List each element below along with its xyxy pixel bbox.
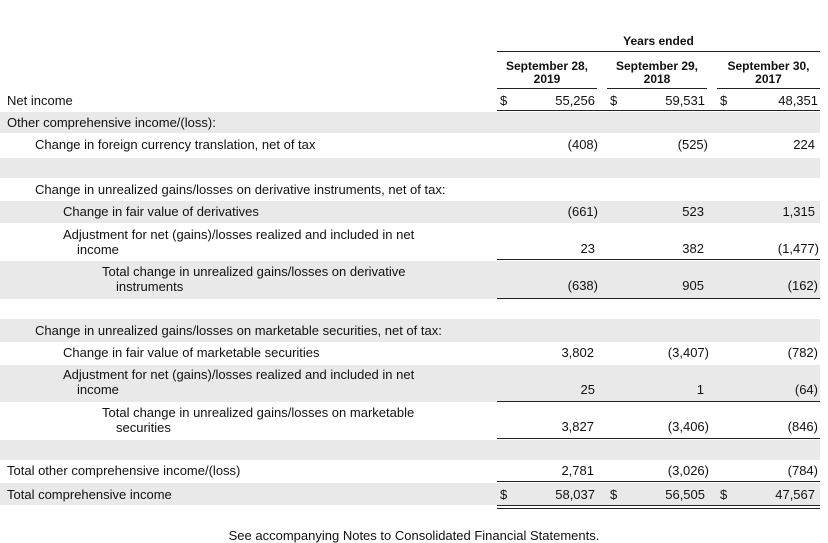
net-income-2019: 55,256 xyxy=(555,93,595,108)
mkt-adj-2017: (64) xyxy=(794,382,818,397)
mkt-adj-2018: 1 xyxy=(696,382,704,397)
net-income-2018: 59,531 xyxy=(665,93,705,108)
col-rule-2018 xyxy=(607,88,707,89)
total-oci-2018: (3,026) xyxy=(667,463,709,478)
row-label-mkt-header: Change in unrealized gains/losses on marketable securities, net of tax: xyxy=(35,323,442,338)
row-label-deriv-adj-line2: income xyxy=(77,242,119,257)
row-label-deriv-total-line2: instruments xyxy=(116,279,184,294)
total-oci-2019: 2,781 xyxy=(561,463,594,478)
col-header-2017 xyxy=(717,60,820,86)
mkt-total-2019: 3,827 xyxy=(561,419,594,434)
row-label-total-ci: Total comprehensive income xyxy=(7,487,172,502)
row-label-mkt-total xyxy=(102,405,414,435)
fx-2019: (408) xyxy=(567,137,598,152)
row-label-deriv-header: Change in unrealized gains/losses on derivative instruments, net of tax: xyxy=(35,182,446,197)
mkt-total-rule xyxy=(497,438,820,439)
row-label-deriv-fv: Change in fair value of derivatives xyxy=(63,204,259,219)
total-oci-2017: (784) xyxy=(787,463,818,478)
total-ci-2017: 47,567 xyxy=(775,487,815,502)
deriv-total-2019: (638) xyxy=(567,278,598,293)
mkt-total-2018: (3,406) xyxy=(667,419,709,434)
col-header-2017-line2: 2017 xyxy=(755,72,782,86)
deriv-fv-2017: 1,315 xyxy=(782,204,815,219)
dollar-sign: $ xyxy=(500,487,508,502)
band-blank-1 xyxy=(0,158,820,178)
row-label-fx: Change in foreign currency translation, net of tax xyxy=(35,137,316,152)
total-ci-double-rule xyxy=(497,505,820,509)
row-label-mkt-adj-line1: Adjustment for net (gains)/losses realized and included in net xyxy=(63,367,415,382)
row-label-mkt-total-line2: securities xyxy=(116,420,171,435)
row-label-deriv-adj-line1: Adjustment for net (gains)/losses realized and included in net xyxy=(63,227,415,242)
row-label-total-oci: Total other comprehensive income/(loss) xyxy=(7,463,241,478)
col-header-2018-line1: September 29, xyxy=(615,59,699,73)
deriv-total-rule xyxy=(497,298,820,299)
header-rule xyxy=(497,51,820,52)
deriv-adj-2018: 382 xyxy=(682,241,704,256)
row-label-deriv-total xyxy=(102,264,406,294)
footnote: See accompanying Notes to Consolidated Financial Statements. xyxy=(228,528,600,543)
row-label-deriv-adj xyxy=(63,227,414,257)
col-rule-2019 xyxy=(497,88,597,89)
row-label-oci: Other comprehensive income/(loss): xyxy=(7,115,216,130)
deriv-adj-2017: (1,477) xyxy=(777,241,819,256)
mkt-fv-2019: 3,802 xyxy=(561,345,594,360)
total-ci-2018: 56,505 xyxy=(665,487,705,502)
col-header-2019 xyxy=(497,60,597,86)
col-header-2019-line2: 2019 xyxy=(533,72,561,86)
deriv-adj-rule xyxy=(497,259,820,260)
row-label-mkt-adj xyxy=(63,367,414,397)
mkt-adj-2019: 25 xyxy=(580,382,595,397)
row-label-mkt-fv: Change in fair value of marketable securities xyxy=(63,345,320,360)
dollar-sign: $ xyxy=(500,93,508,108)
col-header-2019-line1: September 28, xyxy=(505,59,589,73)
mkt-adj-rule xyxy=(497,401,820,402)
dollar-sign: $ xyxy=(610,93,618,108)
col-rule-2017 xyxy=(717,88,820,89)
deriv-adj-2019: 23 xyxy=(580,241,595,256)
fx-2018: (525) xyxy=(677,137,708,152)
row-label-deriv-total-line1: Total change in unrealized gains/losses on derivative xyxy=(102,264,406,279)
deriv-total-2018: 905 xyxy=(682,278,704,293)
col-header-2018 xyxy=(607,60,707,86)
mkt-fv-2018: (3,407) xyxy=(667,345,709,360)
deriv-fv-2018: 523 xyxy=(682,204,704,219)
col-header-2017-line1: September 30, xyxy=(727,59,810,73)
total-ci-2019: 58,037 xyxy=(555,487,595,502)
band-blank-2 xyxy=(0,440,820,460)
row-label-mkt-total-line1: Total change in unrealized gains/losses on marketable xyxy=(102,405,415,420)
deriv-total-2017: (162) xyxy=(787,278,818,293)
net-income-rule xyxy=(497,110,820,111)
deriv-fv-2019: (661) xyxy=(567,204,598,219)
net-income-2017: 48,351 xyxy=(778,93,818,108)
mkt-fv-2017: (782) xyxy=(787,345,818,360)
fx-2017: 224 xyxy=(793,137,815,152)
row-label-mkt-adj-line2: income xyxy=(77,382,119,397)
total-oci-rule xyxy=(497,481,820,482)
dollar-sign: $ xyxy=(720,93,728,108)
dollar-sign: $ xyxy=(720,487,728,502)
col-header-2018-line2: 2018 xyxy=(643,72,671,86)
years-ended-heading: Years ended xyxy=(623,34,694,48)
dollar-sign: $ xyxy=(610,487,618,502)
row-label-net-income: Net income xyxy=(7,93,73,108)
mkt-total-2017: (846) xyxy=(787,419,818,434)
